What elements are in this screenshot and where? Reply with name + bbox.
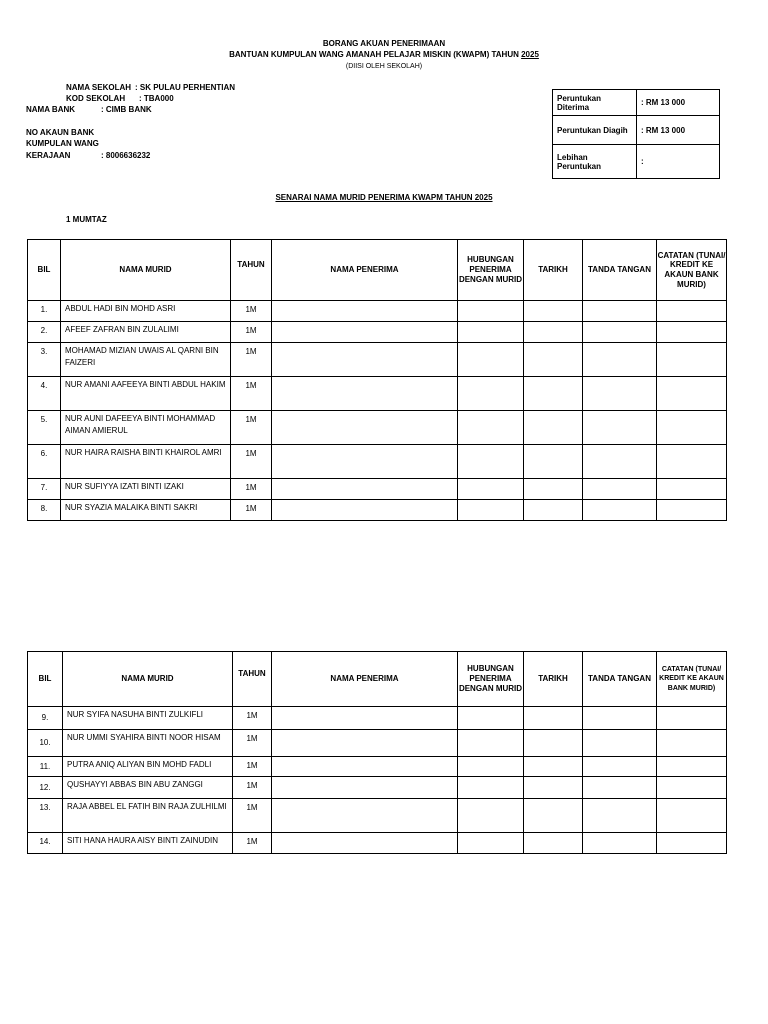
table-row xyxy=(28,411,727,445)
student-table-2 xyxy=(27,651,727,854)
no-akaun-value: : 8006636232 xyxy=(101,151,151,160)
row-tahun: 1M xyxy=(231,479,272,500)
row-catatan[interactable] xyxy=(657,479,727,500)
allocation-row xyxy=(553,116,720,145)
row-nama-murid: NUR SUFIYYA IZATI BINTI IZAKI xyxy=(61,479,231,500)
row-nama-penerima[interactable] xyxy=(272,301,458,322)
row-hubungan[interactable] xyxy=(458,479,524,500)
row-tarikh[interactable] xyxy=(524,322,583,343)
row-hubungan[interactable] xyxy=(458,343,524,377)
table-row xyxy=(28,707,727,730)
row-hubungan[interactable] xyxy=(458,707,524,730)
row-tarikh[interactable] xyxy=(524,730,583,757)
row-catatan[interactable] xyxy=(657,301,727,322)
col-hubungan: HUBUNGAN PENERIMA DENGAN MURID xyxy=(458,652,524,707)
row-bil: 6. xyxy=(28,445,61,479)
col-bil: BIL xyxy=(28,240,61,301)
row-tahun: 1M xyxy=(231,500,272,521)
no-akaun-label-1: NO AKAUN BANK xyxy=(26,128,95,137)
col-catatan: CATATAN (TUNAI/ KREDIT KE AKAUN BANK MURID) xyxy=(657,240,727,301)
row-tanda-tangan[interactable] xyxy=(583,707,657,730)
row-hubungan[interactable] xyxy=(458,445,524,479)
table-row xyxy=(28,833,727,854)
row-nama-murid: PUTRA ANIQ ALIYAN BIN MOHD FADLI xyxy=(63,757,233,777)
allocation-row xyxy=(553,90,720,116)
row-tanda-tangan[interactable] xyxy=(583,757,657,777)
list-title: SENARAI NAMA MURID PENERIMA KWAPM TAHUN 2025 xyxy=(275,193,493,202)
nama-bank-value: : CIMB BANK xyxy=(101,105,152,114)
row-hubungan[interactable] xyxy=(458,799,524,833)
table-row xyxy=(28,730,727,757)
nama-bank-label: NAMA BANK xyxy=(26,105,76,114)
nama-sekolah-label: NAMA SEKOLAH xyxy=(66,83,132,92)
row-tahun: 1M xyxy=(231,301,272,322)
table-row xyxy=(28,301,727,322)
row-tarikh[interactable] xyxy=(524,411,583,445)
row-hubungan[interactable] xyxy=(458,833,524,854)
row-tarikh[interactable] xyxy=(524,707,583,730)
col-tanda-tangan: TANDA TANGAN xyxy=(583,240,657,301)
row-tahun: 1M xyxy=(231,343,272,377)
row-nama-penerima[interactable] xyxy=(272,322,458,343)
row-nama-penerima[interactable] xyxy=(272,799,458,833)
table-header-row xyxy=(28,240,727,301)
row-nama-penerima[interactable] xyxy=(272,343,458,377)
row-bil: 5. xyxy=(28,411,61,445)
table-row xyxy=(28,343,727,377)
row-tarikh[interactable] xyxy=(524,343,583,377)
row-catatan[interactable] xyxy=(657,445,727,479)
row-bil: 7. xyxy=(28,479,61,500)
row-nama-penerima[interactable] xyxy=(272,730,458,757)
row-bil: 3. xyxy=(28,343,61,377)
row-nama-murid: NUR SYIFA NASUHA BINTI ZULKIFLI xyxy=(63,707,233,730)
row-hubungan[interactable] xyxy=(458,730,524,757)
table-row xyxy=(28,500,727,521)
table-row xyxy=(28,377,727,411)
col-tahun: TAHUN xyxy=(231,240,272,301)
class-name: 1 MUMTAZ xyxy=(66,215,107,224)
row-nama-murid: AFEEF ZAFRAN BIN ZULALIMI xyxy=(61,322,231,343)
row-bil: 1. xyxy=(28,301,61,322)
form-note: (DIISI OLEH SEKOLAH) xyxy=(345,63,423,70)
allocation-label: Peruntukan Diagih xyxy=(553,116,637,145)
row-tanda-tangan[interactable] xyxy=(583,500,657,521)
col-tahun: TAHUN xyxy=(233,652,272,707)
nama-sekolah-value: : SK PULAU PERHENTIAN xyxy=(135,83,236,92)
no-akaun-label-2: KUMPULAN WANG xyxy=(26,139,99,148)
table-row xyxy=(28,445,727,479)
row-tahun: 1M xyxy=(231,322,272,343)
row-nama-penerima[interactable] xyxy=(272,377,458,411)
allocation-label: Lebihan Peruntukan xyxy=(553,145,637,179)
row-nama-penerima[interactable] xyxy=(272,445,458,479)
row-tanda-tangan[interactable] xyxy=(583,445,657,479)
row-bil: 11. xyxy=(28,757,63,777)
allocation-label: Peruntukan Diterima xyxy=(553,90,637,116)
row-bil: 4. xyxy=(28,377,61,411)
row-nama-murid: SITI HANA HAURA AISY BINTI ZAINUDIN xyxy=(63,833,233,854)
row-nama-penerima[interactable] xyxy=(272,500,458,521)
col-nama-penerima: NAMA PENERIMA xyxy=(272,652,458,707)
table-row xyxy=(28,799,727,833)
row-hubungan[interactable] xyxy=(458,757,524,777)
col-hubungan: HUBUNGAN PENERIMA DENGAN MURID xyxy=(458,240,524,301)
col-nama-murid: NAMA MURID xyxy=(63,652,233,707)
row-tarikh[interactable] xyxy=(524,479,583,500)
row-tanda-tangan[interactable] xyxy=(583,301,657,322)
row-tanda-tangan[interactable] xyxy=(583,799,657,833)
row-nama-murid: NUR AUNI DAFEEYA BINTI MOHAMMAD AIMAN AMIERUL xyxy=(61,411,231,445)
row-catatan[interactable] xyxy=(657,799,727,833)
row-catatan[interactable] xyxy=(657,730,727,757)
row-nama-murid: MOHAMAD MIZIAN UWAIS AL QARNI BIN FAIZERI xyxy=(61,343,231,377)
row-bil: 8. xyxy=(28,500,61,521)
row-tanda-tangan[interactable] xyxy=(583,833,657,854)
row-nama-penerima[interactable] xyxy=(272,777,458,799)
row-tahun: 1M xyxy=(233,730,272,757)
row-tarikh[interactable] xyxy=(524,377,583,411)
row-hubungan[interactable] xyxy=(458,301,524,322)
allocation-value: : xyxy=(637,145,720,179)
row-tahun: 1M xyxy=(233,833,272,854)
row-nama-penerima[interactable] xyxy=(272,833,458,854)
row-catatan[interactable] xyxy=(657,343,727,377)
row-tanda-tangan[interactable] xyxy=(583,730,657,757)
row-tarikh[interactable] xyxy=(524,833,583,854)
col-tarikh: TARIKH xyxy=(524,240,583,301)
row-tahun: 1M xyxy=(233,707,272,730)
row-nama-murid: NUR HAIRA RAISHA BINTI KHAIROL AMRI xyxy=(61,445,231,479)
row-catatan[interactable] xyxy=(657,500,727,521)
row-tahun: 1M xyxy=(231,445,272,479)
row-hubungan[interactable] xyxy=(458,777,524,799)
row-catatan[interactable] xyxy=(657,757,727,777)
row-hubungan[interactable] xyxy=(458,322,524,343)
table-header-row xyxy=(28,652,727,707)
row-tahun: 1M xyxy=(233,757,272,777)
kod-sekolah-label: KOD SEKOLAH xyxy=(66,94,126,103)
row-catatan[interactable] xyxy=(657,322,727,343)
row-nama-murid: NUR SYAZIA MALAIKA BINTI SAKRI xyxy=(61,500,231,521)
row-nama-murid: QUSHAYYI ABBAS BIN ABU ZANGGI xyxy=(63,777,233,799)
row-tanda-tangan[interactable] xyxy=(583,377,657,411)
table-row xyxy=(28,479,727,500)
row-catatan[interactable] xyxy=(657,377,727,411)
row-catatan[interactable] xyxy=(657,833,727,854)
col-nama-penerima: NAMA PENERIMA xyxy=(272,240,458,301)
row-bil: 12. xyxy=(28,777,63,799)
row-hubungan[interactable] xyxy=(458,377,524,411)
row-nama-murid: NUR AMANI AAFEEYA BINTI ABDUL HAKIM xyxy=(61,377,231,411)
no-akaun-label-3: KERAJAAN xyxy=(26,151,71,160)
row-tahun: 1M xyxy=(231,377,272,411)
form-subtitle xyxy=(0,51,768,59)
row-tanda-tangan[interactable] xyxy=(583,479,657,500)
table-row xyxy=(28,777,727,799)
row-hubungan[interactable] xyxy=(458,411,524,445)
form-title: BORANG AKUAN PENERIMAAN xyxy=(322,39,446,48)
row-catatan[interactable] xyxy=(657,707,727,730)
kod-sekolah-value: : TBA000 xyxy=(139,94,174,103)
col-bil: BIL xyxy=(28,652,63,707)
allocation-table xyxy=(552,89,720,179)
form-subtitle-text: BANTUAN KUMPULAN WANG AMANAH PELAJAR MISKIN (KWAPM) TAHUN xyxy=(229,50,522,59)
row-hubungan[interactable] xyxy=(458,500,524,521)
row-tahun: 1M xyxy=(233,777,272,799)
row-tanda-tangan[interactable] xyxy=(583,343,657,377)
table-row xyxy=(28,322,727,343)
row-tanda-tangan[interactable] xyxy=(583,777,657,799)
row-nama-penerima[interactable] xyxy=(272,707,458,730)
row-tahun: 1M xyxy=(231,411,272,445)
row-catatan[interactable] xyxy=(657,777,727,799)
row-tarikh[interactable] xyxy=(524,500,583,521)
row-tarikh[interactable] xyxy=(524,777,583,799)
col-tanda-tangan: TANDA TANGAN xyxy=(583,652,657,707)
col-catatan: CATATAN (TUNAI/ KREDIT KE AKAUN BANK MURID) xyxy=(657,652,727,707)
row-bil: 14. xyxy=(28,833,63,854)
row-tarikh[interactable] xyxy=(524,301,583,322)
row-tanda-tangan[interactable] xyxy=(583,322,657,343)
row-bil: 13. xyxy=(28,799,63,833)
row-bil: 2. xyxy=(28,322,61,343)
row-nama-penerima[interactable] xyxy=(272,479,458,500)
row-tahun: 1M xyxy=(233,799,272,833)
row-bil: 10. xyxy=(28,730,63,757)
col-tarikh: TARIKH xyxy=(524,652,583,707)
row-nama-murid: RAJA ABBEL EL FATIH BIN RAJA ZULHILMI xyxy=(63,799,233,833)
row-nama-penerima[interactable] xyxy=(272,411,458,445)
allocation-value: : RM 13 000 xyxy=(637,90,720,116)
row-tanda-tangan[interactable] xyxy=(583,411,657,445)
allocation-row xyxy=(553,145,720,179)
row-nama-penerima[interactable] xyxy=(272,757,458,777)
row-tarikh[interactable] xyxy=(524,757,583,777)
row-tarikh[interactable] xyxy=(524,799,583,833)
row-bil: 9. xyxy=(28,707,63,730)
row-catatan[interactable] xyxy=(657,411,727,445)
row-tarikh[interactable] xyxy=(524,445,583,479)
table-row xyxy=(28,757,727,777)
student-table-1 xyxy=(27,239,727,521)
form-year: 2025 xyxy=(521,50,539,59)
row-nama-murid: ABDUL HADI BIN MOHD ASRI xyxy=(61,301,231,322)
col-nama-murid: NAMA MURID xyxy=(61,240,231,301)
row-nama-murid: NUR UMMI SYAHIRA BINTI NOOR HISAM xyxy=(63,730,233,757)
allocation-value: : RM 13 000 xyxy=(637,116,720,145)
